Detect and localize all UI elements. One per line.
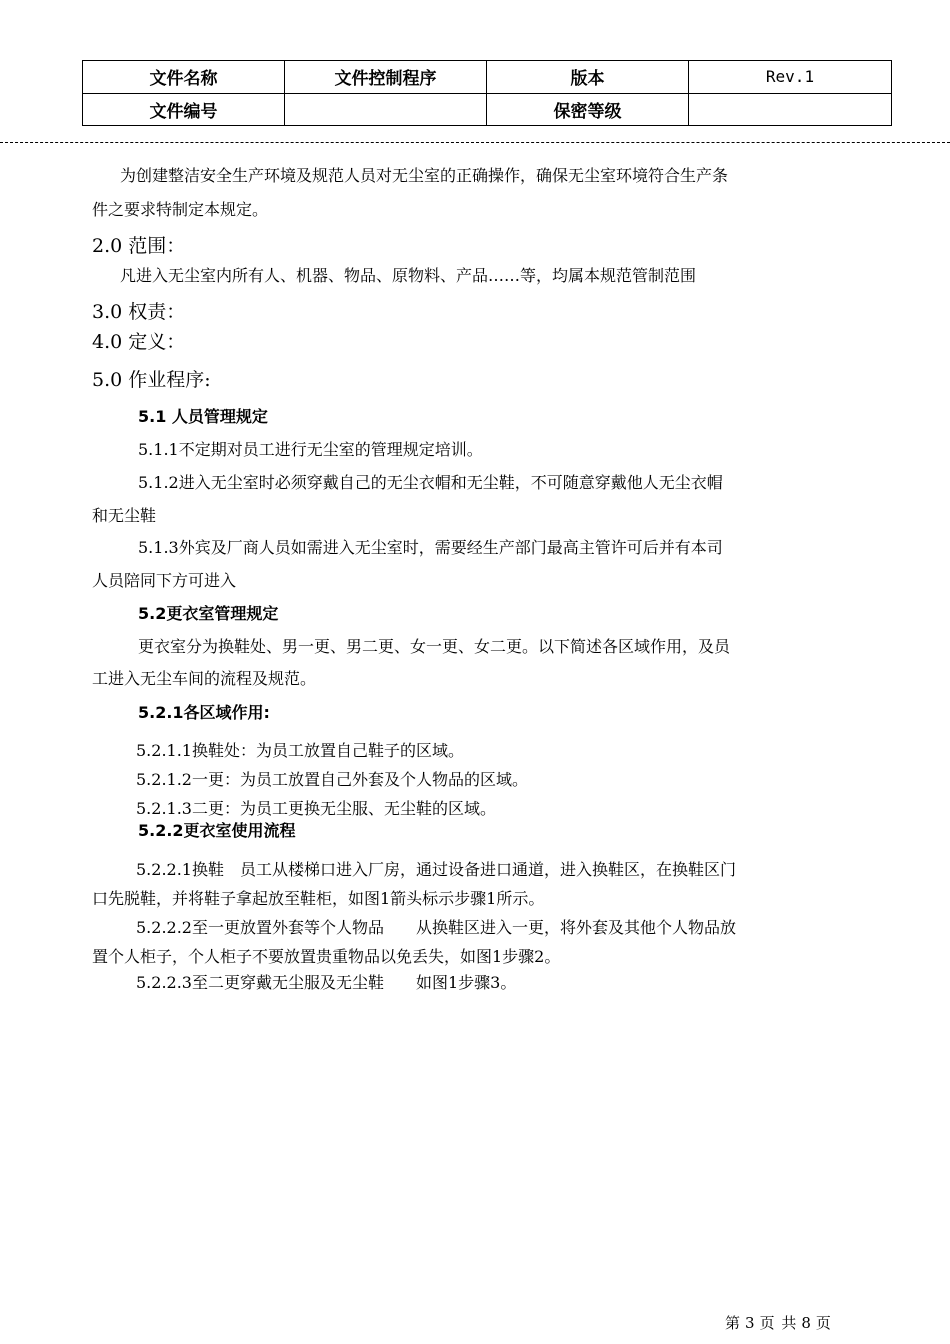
- secrecy-value: [689, 93, 892, 126]
- section-5-2-2-3: 5.2.2.3至二更穿戴无尘服及无尘鞋 如图1步骤3。: [136, 973, 517, 992]
- section-5-2-line-2: 工进入无尘车间的流程及规范。: [92, 669, 317, 688]
- section-5-1-title: 5.1 人员管理规定: [138, 407, 268, 426]
- section-5-2-2-2-line-1: 5.2.2.2至一更放置外套等个人物品 从换鞋区进入一更，将外套及其他个人物品放: [136, 918, 736, 937]
- document-header-table: [82, 60, 892, 126]
- section-5-1-1: 5.1.1不定期对员工进行无尘室的管理规定培训。: [138, 440, 483, 459]
- footer-total-pages: 8: [801, 1314, 812, 1332]
- version-value: Rev.1: [689, 61, 892, 94]
- section-5-title: 5.0 作业程序:: [92, 369, 211, 391]
- section-5-2-line-1: 更衣室分为换鞋处、男一更、男二更、女一更、女二更。以下简述各区域作用，及员: [138, 637, 731, 656]
- section-4-title: 4.0 定义：: [92, 331, 186, 353]
- section-5-2-1-3: 5.2.1.3二更：为员工更换无尘服、无尘鞋的区域。: [136, 799, 496, 818]
- section-2-text: 凡进入无尘室内所有人、机器、物品、原物料、产品……等，均属本规范管制范围: [120, 266, 697, 285]
- section-5-1-3-line-1: 5.1.3外宾及厂商人员如需进入无尘室时，需要经生产部门最高主管许可后并有本司: [138, 538, 723, 557]
- footer-mid: 页 共: [759, 1314, 798, 1332]
- purpose-line-2: 件之要求特制定本规定。: [92, 200, 269, 219]
- footer-current-page: 3: [745, 1314, 756, 1332]
- header-row-2: [83, 93, 892, 126]
- file-name-value: 文件控制程序: [285, 61, 487, 94]
- section-5-2-2-1-line-1: 5.2.2.1换鞋 员工从楼梯口进入厂房，通过设备进口通道，进入换鞋区，在换鞋区门: [136, 860, 736, 879]
- purpose-line-1: 为创建整洁安全生产环境及规范人员对无尘室的正确操作，确保无尘室环境符合生产条: [120, 166, 729, 185]
- section-5-2-1-title: 5.2.1各区域作用:: [138, 703, 270, 722]
- section-5-2-2-title: 5.2.2更衣室使用流程: [138, 821, 296, 840]
- section-5-2-1-1: 5.2.1.1换鞋处：为员工放置自己鞋子的区域。: [136, 741, 464, 760]
- secrecy-label: 保密等级: [487, 93, 689, 126]
- section-5-2-2-1-line-2: 口先脱鞋，并将鞋子拿起放至鞋柜，如图1箭头标示步骤1所示。: [92, 889, 545, 908]
- section-2-title: 2.0 范围：: [92, 235, 186, 257]
- footer-suffix: 页: [815, 1314, 832, 1332]
- version-label: 版本: [487, 61, 689, 94]
- section-5-1-2-line-1: 5.1.2进入无尘室时必须穿戴自己的无尘衣帽和无尘鞋，不可随意穿戴他人无尘衣帽: [138, 473, 723, 492]
- header-row-1: [83, 61, 892, 94]
- header-divider: [0, 142, 950, 143]
- section-5-2-title: 5.2更衣室管理规定: [138, 604, 279, 623]
- file-name-label: 文件名称: [83, 61, 285, 94]
- section-5-2-2-2-line-2: 置个人柜子，个人柜子不要放置贵重物品以免丢失，如图1步骤2。: [92, 947, 561, 966]
- footer-prefix: 第: [725, 1314, 742, 1332]
- section-5-2-1-2: 5.2.1.2一更：为员工放置自己外套及个人物品的区域。: [136, 770, 528, 789]
- page-footer: [723, 1312, 834, 1333]
- section-5-1-2-line-2: 和无尘鞋: [92, 506, 157, 525]
- file-number-label: 文件编号: [83, 93, 285, 126]
- section-3-title: 3.0 权责：: [92, 301, 186, 323]
- section-5-1-3-line-2: 人员陪同下方可进入: [92, 571, 237, 590]
- file-number-value: [285, 93, 487, 126]
